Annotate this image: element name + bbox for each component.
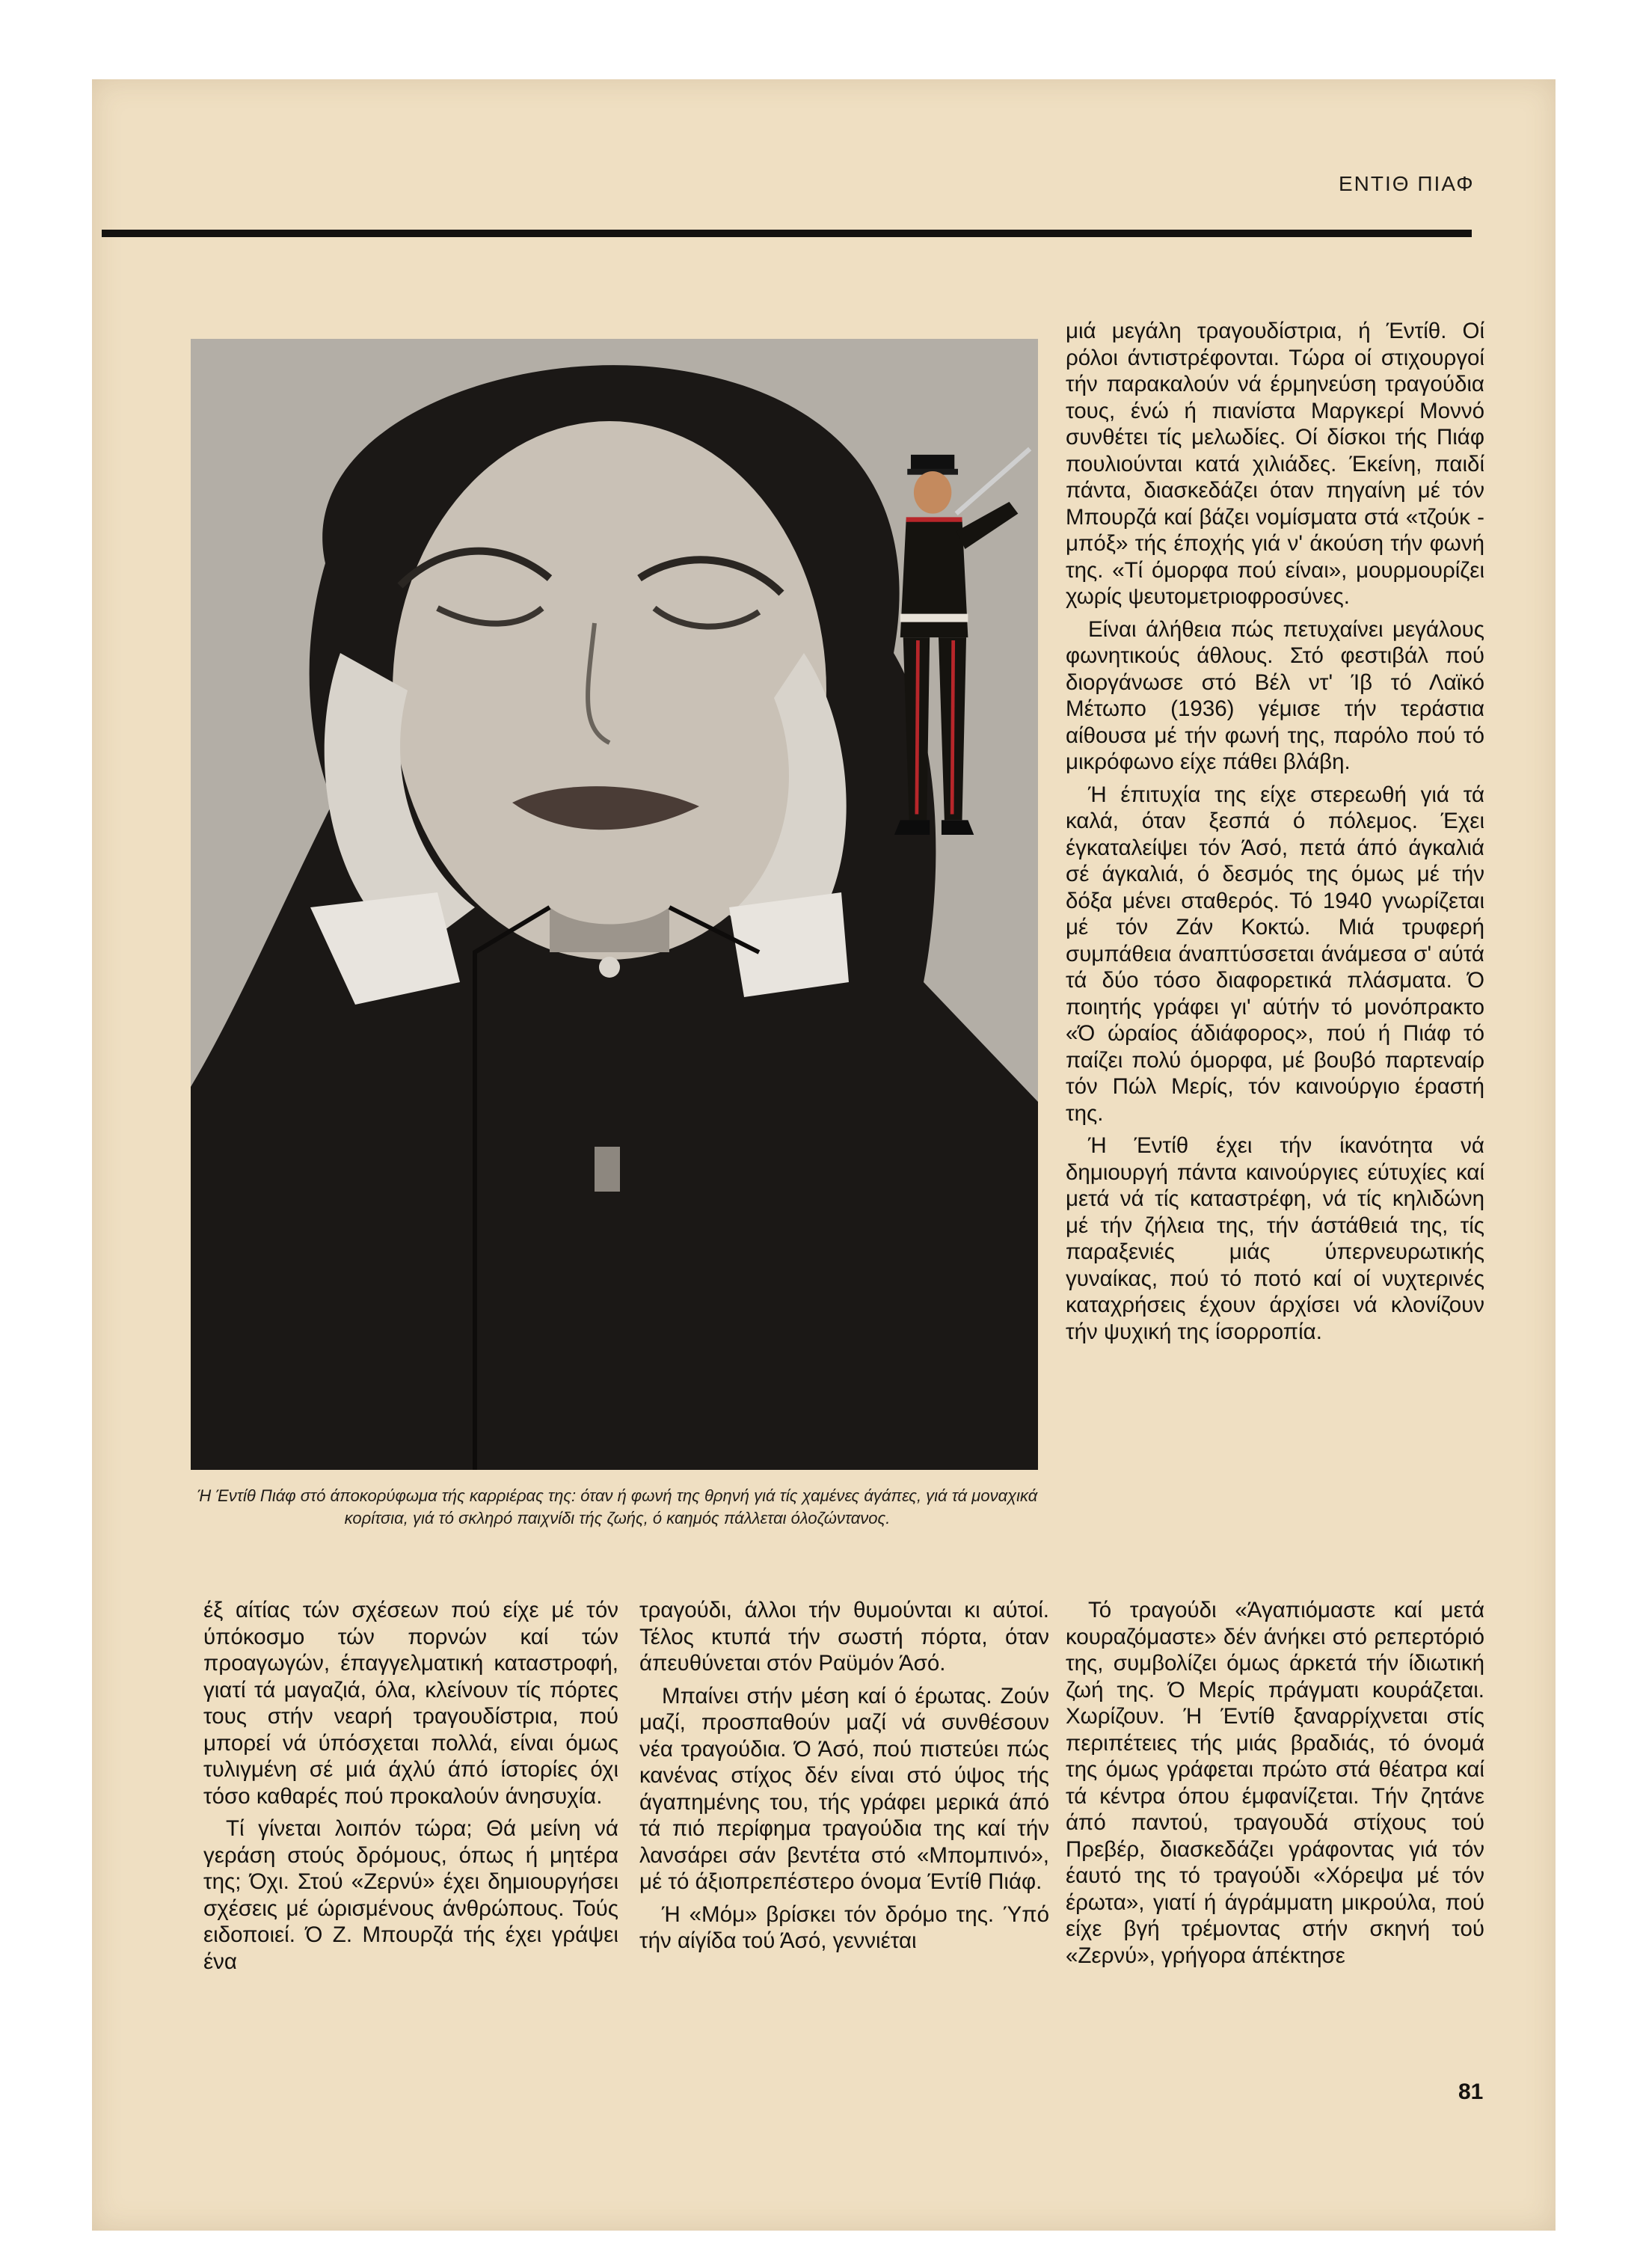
paragraph: Ή έπιτυχία της είχε στερεωθή γιά τά καλά, όταν ξεσπά ό πόλεμος. Έχει έγκαταλείψει τόν Άσό, πετά άπό άγκαλιά σέ άγκαλιά, ό δεσμός της όμως μέ τήν δόξα μένει σταθερός. Τό 1940 γνωρίζεται μέ τόν Ζάν Κοκτώ. Μιά τρυφερή συμπάθεια άναπτύσσεται άνάμεσα σ' αύτά τά δύο τόσο διαφορετικά πλάσματα. Ό ποιητής γράφει γι' αύτήν τό μονόπρακτο «Ό ώραίος άδιάφορος», πού ή Πιάφ τό παίζει πολύ όμορφα, μέ βουβό παρτεναίρ τόν Πώλ Μερίς, τόν καινούργιο έραστή της. <box>1066 782 1484 1126</box>
page-number: 81 <box>1458 2079 1484 2104</box>
paragraph: τραγούδι, άλλοι τήν θυμούνται κι αύτοί. Τέλος κτυπά τήν σωστή πόρτα, όταν άπευθύνεται στόν Ραϋμόν Άσό. <box>639 1598 1049 1676</box>
article-column-middle <box>639 1597 1049 1961</box>
paragraph: μιά μεγάλη τραγουδίστρια, ή Έντίθ. Οί ρόλοι άντιστρέφονται. Τώρα οί στιχουργοί τήν παρακαλούν νά έρμηνεύση τραγούδια τους, ένώ ή πιανίστα Μαργκερί Μοννό συνθέτει τίς μελωδίες. Οί δίσκοι τής Πιάφ πουλιούνται κατά χιλιάδες. Έκείνη, παιδί πάντα, διασκεδάζει όταν πηγαίνη μέ τόν Μπουρζά καί βάζει νομίσματα στά «τζούκ - μπόξ» τής έποχής γιά ν' άκούση τήν φωνή της. «Τί όμορφα πού είναι», μουρμουρίζει χωρίς ψευτομετριοφροσύνες. <box>1066 319 1484 609</box>
article-column-left <box>203 1597 618 1981</box>
paragraph: έξ αίτίας τών σχέσεων πού είχε μέ τόν ύπόκοσμο τών πορνών καί τών προαγωγών, έπαγγελματική καταστροφή, γιατί τά μαγαζιά, όλα, κλείνουν τίς πόρτες τους στήν νεαρή τραγουδίστρια, πού μπορεί νά ύπόσχεται πολλά, είναι όμως τυλιγμένη σέ μιά άχλύ άπό ίστορίες όχι τόσο καθαρές πού προκαλούν άνησυχία. <box>203 1598 618 1809</box>
soldier-figure <box>841 426 1036 860</box>
article-column-right-bottom <box>1066 1597 1484 1975</box>
photo-caption: Ή Έντίθ Πιάφ στό άποκορύφωμα τής καρριέρας της: όταν ή φωνή της θρηνή γιά τίς χαμένες άγάπες, γιά τά μοναχικά κορίτσια, γιά τό σκληρό παιχνίδι τής ζωής, ό καημός πάλλεται όλοζώντανος. <box>197 1486 1038 1527</box>
running-header: ΕΝΤΙΘ ΠΙΑΦ <box>1339 172 1475 195</box>
header-rule <box>102 230 1472 237</box>
paragraph: Είναι άλήθεια πώς πετυχαίνει μεγάλους φωνητικούς άθλους. Στό φεστιβάλ πού διοργάνωσε στό Βέλ ντ' Ίβ τό Λαϊκό Μέτωπο (1936) γέμισε τήν τεράστια αίθουσα μέ τήν φωνή της, παρόλο πού τό μικρόφωνο είχε πάθει βλάβη. <box>1066 616 1484 774</box>
paragraph: Τό τραγούδι «Άγαπιόμαστε καί μετά κουραζόμαστε» δέν άνήκει στό ρεπερτόριό της, συμβολίζει όμως άρκετά τήν ίδιωτική ζωή της. Ό Μερίς πράγματι κουράζεται. Χωρίζουν. Ή Έντίθ ξαναρρίχνεται στίς περιπέτειες τής μιάς βραδιάς, τό όνομά της όμως γράφεται πρώτο στά θέατρα καί τά κέντρα όπου έμφανίζεται. Τήν ζητάνε άπό παντού, τραγουδά στίχους τού Πρεβέρ, διασκεδάζει γράφοντας γιά τόν έαυτό της τό τραγούδι «Χόρεψα μέ τόν έρωτα», γιατί ή άγράμματη μικρούλα, πού είχε βγή τρέμοντας στήν σκηνή τού «Ζερνύ», γρήγορα άπέκτησε <box>1066 1598 1484 1968</box>
paragraph: Ή Έντίθ έχει τήν ίκανότητα νά δημιουργή πάντα καινούργιες εύτυχίες καί μετά νά τίς καταστρέφη, νά τίς κηλιδώνη μέ τήν ζήλεια της, τήν άστάθειά της, τίς παραξενιές μιάς ύπερνευρωτικής γυναίκας, πού τό ποτό καί οί νυχτερινές καταχρήσεις έχουν άρχίσει νά κλονίζουν τήν ψυχική της ίσορροπία. <box>1066 1133 1484 1344</box>
paragraph: Ή «Μόμ» βρίσκει τόν δρόμο της. Ύπό τήν αίγίδα τού Άσό, γεννιέται <box>639 1901 1049 1953</box>
paragraph: Τί γίνεται λοιπόν τώρα; Θά μείνη νά γεράση στούς δρόμους, όπως ή μητέρα της; Όχι. Στού «Ζερνύ» έχει δημιουργήσει σχέσεις μέ ώρισμένους άνθρώπους. Τούς ειδοποιεί. Ό Ζ. Μπουρζά τής έχει γράψει ένα <box>203 1816 618 1974</box>
article-column-right-top <box>1066 318 1484 1351</box>
paragraph: Μπαίνει στήν μέση καί ό έρωτας. Ζούν μαζί, προσπαθούν μαζί νά συνθέσουν νέα τραγούδια. Ό Άσό, πού πιστεύει πώς κανένας στίχος δέν είναι στό ύψος τής άγαπημένης του, τής γράφει μερικά άπό τά πιό περίφημα τραγούδια της καί τήν λανσάρει σάν βεντέτα στό «Μπομπινό», μέ τό άξιοπρεπέστερο όνομα Έντίθ Πιάφ. <box>639 1683 1049 1894</box>
